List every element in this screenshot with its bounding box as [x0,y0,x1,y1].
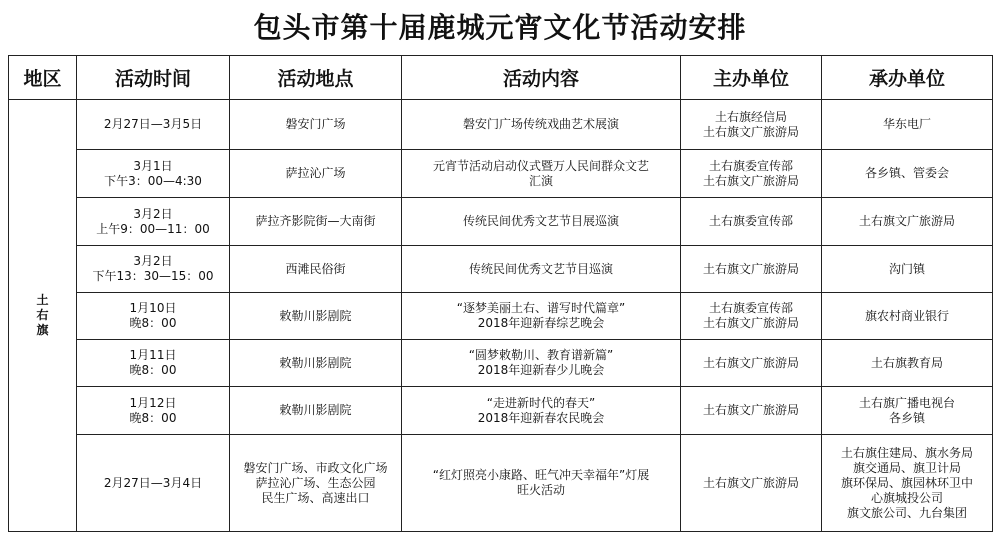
content-cell-line: “红灯照亮小康路、旺气冲天幸福年”灯展 [432,468,650,482]
time-cell-line: 1月11日 [129,348,177,362]
organizer-cell-line: 土右旗文广旅游局 [858,214,955,228]
place-cell-line: 敕勒川影剧院 [279,403,352,417]
time-cell [77,246,230,293]
content-cell [402,435,681,532]
time-cell-line: 1月10日 [129,301,177,315]
place-cell [230,435,402,532]
content-cell-line: 传统民间优秀文艺节目巡演 [468,261,613,276]
table-row [9,293,993,340]
content-cell [402,198,681,246]
place-cell-line: 萨拉沁广场、生态公园 [255,475,376,490]
place-cell [230,100,402,150]
table-row [9,198,993,246]
place-cell [230,246,402,293]
host-cell-line: 土右旗文广旅游局 [702,173,799,188]
organizer-cell-line: 旗文旅公司、九台集团 [846,505,967,520]
host-cell-line: 土右旗文广旅游局 [702,124,799,139]
time-cell [77,293,230,340]
organizer-cell-line: 沟门镇 [888,261,925,276]
place-cell [230,340,402,387]
time-cell-line: 下午13：30—15：00 [92,269,214,283]
host-cell-line: 土右旗文广旅游局 [702,475,799,490]
organizer-cell-line: 各乡镇、管委会 [864,166,949,180]
content-cell-line: 元宵节活动启动仪式暨万人民间群众文艺 [432,158,649,173]
table-row [9,150,993,198]
header-place: 活动地点 [230,56,402,100]
place-cell [230,198,402,246]
organizer-cell-line: 旗交通局、旗卫计局 [852,460,961,475]
time-cell-line: 3月2日 [133,254,173,268]
content-cell [402,100,681,150]
content-cell-line: 磐安门广场传统戏曲艺术展演 [462,117,619,131]
time-cell-line: 晚8：00 [129,316,177,330]
time-cell-line: 上午9：00—11：00 [96,221,210,236]
schedule-table [8,55,993,532]
organizer-cell-line: 旗农村商业银行 [864,308,949,323]
time-cell [77,100,230,150]
place-cell [230,293,402,340]
time-cell-line: 3月1日 [133,158,173,173]
place-cell-line: 民生广场、高速出口 [261,490,370,505]
organizer-cell [822,340,993,387]
time-cell [77,150,230,198]
content-cell [402,293,681,340]
organizer-cell-line: 华东电厂 [882,117,931,131]
organizer-cell [822,387,993,435]
content-cell [402,340,681,387]
header-content: 活动内容 [402,56,681,100]
organizer-cell-line: 土右旗住建局、旗水务局 [840,445,973,460]
place-cell [230,150,402,198]
content-cell [402,387,681,435]
host-cell [681,198,822,246]
place-cell-line: 敕勒川影剧院 [279,308,352,323]
place-cell-line: 萨拉齐影院街—大南街 [255,214,376,228]
content-cell [402,150,681,198]
time-cell-line: 2月27日—3月4日 [103,475,203,490]
time-cell-line: 下午3：00—4:30 [104,173,202,188]
place-cell [230,387,402,435]
host-cell [681,435,822,532]
host-cell-line: 土右旗经信局 [714,109,787,124]
region-cell [9,100,77,532]
content-cell-line: 2018年迎新春农民晚会 [477,410,605,425]
host-cell [681,100,822,150]
time-cell [77,340,230,387]
place-cell-line: 磐安门广场 [285,117,346,131]
place-cell-line: 萨拉沁广场 [285,166,346,180]
region-char: 右 [36,308,49,322]
time-cell-line: 1月12日 [129,395,177,410]
organizer-cell-line: 旗环保局、旗园林环卫中 [840,475,973,490]
time-cell-line: 3月2日 [133,206,173,221]
organizer-cell [822,246,993,293]
header-time: 活动时间 [77,56,230,100]
content-cell-line: 旺火活动 [516,483,565,497]
header-host: 主办单位 [681,56,822,100]
organizer-cell-line: 土右旗教育局 [870,355,943,370]
organizer-cell-line: 各乡镇 [888,410,925,425]
host-cell-line: 土右旗文广旅游局 [702,261,799,276]
content-cell [402,246,681,293]
table-row [9,340,993,387]
table-row [9,100,993,150]
organizer-cell [822,100,993,150]
time-cell [77,387,230,435]
time-cell [77,435,230,532]
organizer-cell [822,293,993,340]
time-cell-line: 晚8：00 [129,363,177,377]
host-cell-line: 土右旗文广旅游局 [702,403,799,417]
content-cell-line: “圆梦敕勒川、教育谱新篇” [468,348,614,362]
organizer-cell [822,198,993,246]
time-cell-line: 晚8：00 [129,410,177,425]
host-cell [681,387,822,435]
time-cell-line: 2月27日—3月5日 [103,117,203,131]
place-cell-line: 敕勒川影剧院 [279,355,352,370]
content-cell-line: “逐梦美丽土右、谱写时代篇章” [456,301,626,315]
host-cell [681,150,822,198]
table-row [9,387,993,435]
region-char: 旗 [36,323,49,337]
organizer-cell [822,435,993,532]
region-char: 土 [36,293,49,307]
page-title: 包头市第十届鹿城元宵文化节活动安排 [253,11,747,44]
content-cell-line: 汇演 [528,173,553,188]
content-cell-line: “走进新时代的春天” [486,395,596,410]
header-region: 地区 [9,56,77,100]
host-cell-line: 土右旗委宣传部 [708,158,793,173]
organizer-cell-line: 土右旗广播电视台 [858,395,955,410]
host-cell-line: 土右旗文广旅游局 [702,355,799,370]
host-cell-line: 土右旗文广旅游局 [702,316,799,330]
host-cell [681,293,822,340]
host-cell-line: 土右旗委宣传部 [708,214,793,228]
time-cell [77,198,230,246]
host-cell-line: 土右旗委宣传部 [708,301,793,315]
host-cell [681,246,822,293]
header-organizer: 承办单位 [822,56,993,100]
place-cell-line: 西滩民俗街 [285,261,346,276]
table-row [9,435,993,532]
content-cell-line: 2018年迎新春少儿晚会 [477,363,605,377]
place-cell-line: 磐安门广场、市政文化广场 [243,460,388,475]
header-row [9,56,993,100]
table-row [9,246,993,293]
organizer-cell-line: 心旗城投公司 [870,490,943,505]
organizer-cell [822,150,993,198]
host-cell [681,340,822,387]
content-cell-line: 2018年迎新春综艺晚会 [477,316,605,330]
content-cell-line: 传统民间优秀文艺节目展巡演 [462,214,619,228]
